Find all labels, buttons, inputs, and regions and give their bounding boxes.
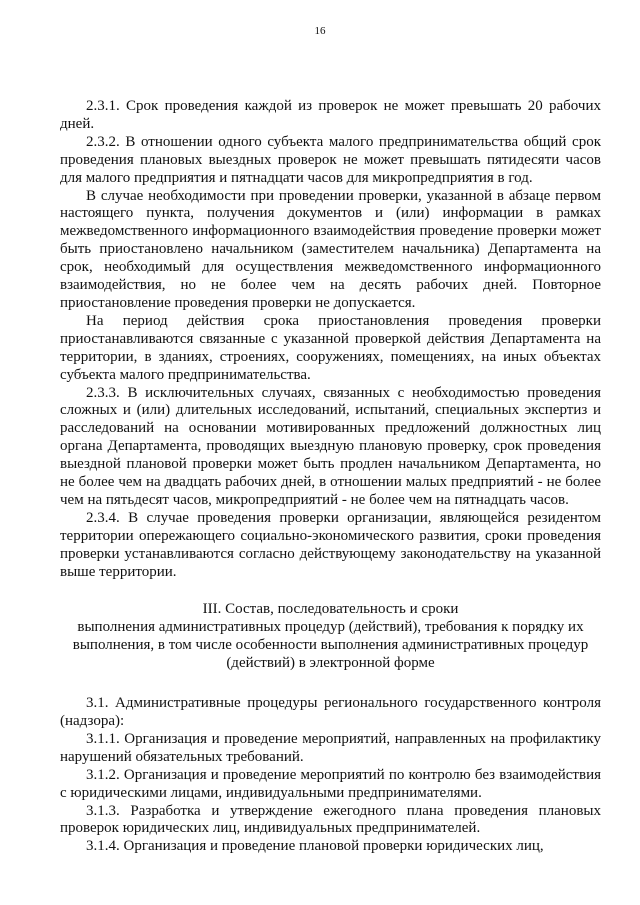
section-title-line-2: выполнения административных процедур (действий), требования к порядку их xyxy=(77,619,584,636)
paragraph-3-1-2: 3.1.2. Организация и проведение мероприятий по контролю без взаимодействия с юридическими лицами, индивидуальными предпринимателями. xyxy=(60,766,601,801)
paragraph-suspension: В случае необходимости при проведении проверки, указанной в абзаце первом настоящего пункта, получения документов и (или) информации в рамках межведомственного информационного взаимодействия проведение проверки может быть приостановлено начальником (заместителем начальника) Департамента на срок, необходимый для осуществления межведомственного информационного взаимодействия, но не более чем на десять рабочих дней. Повторное приостановление проведения проверки не допускается. xyxy=(60,187,601,311)
paragraph-2-3-4: 2.3.4. В случае проведения проверки организации, являющейся резидентом территории опережающего социально-экономического развития, сроки проведения проверки устанавливаются согласно действующему законодательству на указанной выше территории. xyxy=(60,509,601,580)
section-title-line-1: III. Состав, последовательность и сроки xyxy=(202,601,459,618)
paragraph-3-1: 3.1. Административные процедуры регионального государственного контроля (надзора): xyxy=(60,695,601,729)
document-body xyxy=(60,98,601,856)
paragraph-3-1-4: 3.1.4. Организация и проведение плановой проверки юридических лиц, xyxy=(86,838,544,855)
section-title-line-4: (действий) в электронной форме xyxy=(226,655,435,672)
paragraph-2-3-3: 2.3.3. В исключительных случаях, связанных с необходимостью проведения сложных и (или) длительных исследований, испытаний, специальных экспертиз и расследований на основании мотивированных предложений должностных лиц органа Департамента, проводящих выездную плановую проверку, срок проведения выездной плановой проверки может быть продлен начальником Департамента, но не более чем на двадцать рабочих дней, в отношении малых предприятий - не более чем на пятьдесят часов, микропредприятий - не более чем на пятнадцать часов. xyxy=(60,384,601,508)
paragraph-3-1-3: 3.1.3. Разработка и утверждение ежегодного плана проведения плановых проверок юридических лиц, индивидуальных предпринимателей. xyxy=(60,802,601,837)
section-title-line-3: выполнения, в том числе особенности выполнения административных процедур xyxy=(72,637,589,654)
paragraph-suspension-period: На период действия срока приостановления проведения проверки приостанавливаются связанные с указанной проверкой действия Департамента на территории, в зданиях, строениях, сооружениях, помещениях, на иных объектах субъекта малого предпринимательства. xyxy=(60,312,601,383)
page-number: 16 xyxy=(314,25,326,37)
paragraph-2-3-1: 2.3.1. Срок проведения каждой из проверок не может превышать 20 рабочих дней. xyxy=(60,98,601,132)
section-title xyxy=(60,601,601,673)
paragraph-3-1-1: 3.1.1. Организация и проведение мероприятий, направленных на профилактику нарушений обязательных требований. xyxy=(60,730,601,765)
paragraph-2-3-2: 2.3.2. В отношении одного субъекта малого предпринимательства общий срок проведения плановых выездных проверок не может превышать пятидесяти часов для малого предприятия и пятнадцати часов для микропредприятия в год. xyxy=(60,133,601,186)
